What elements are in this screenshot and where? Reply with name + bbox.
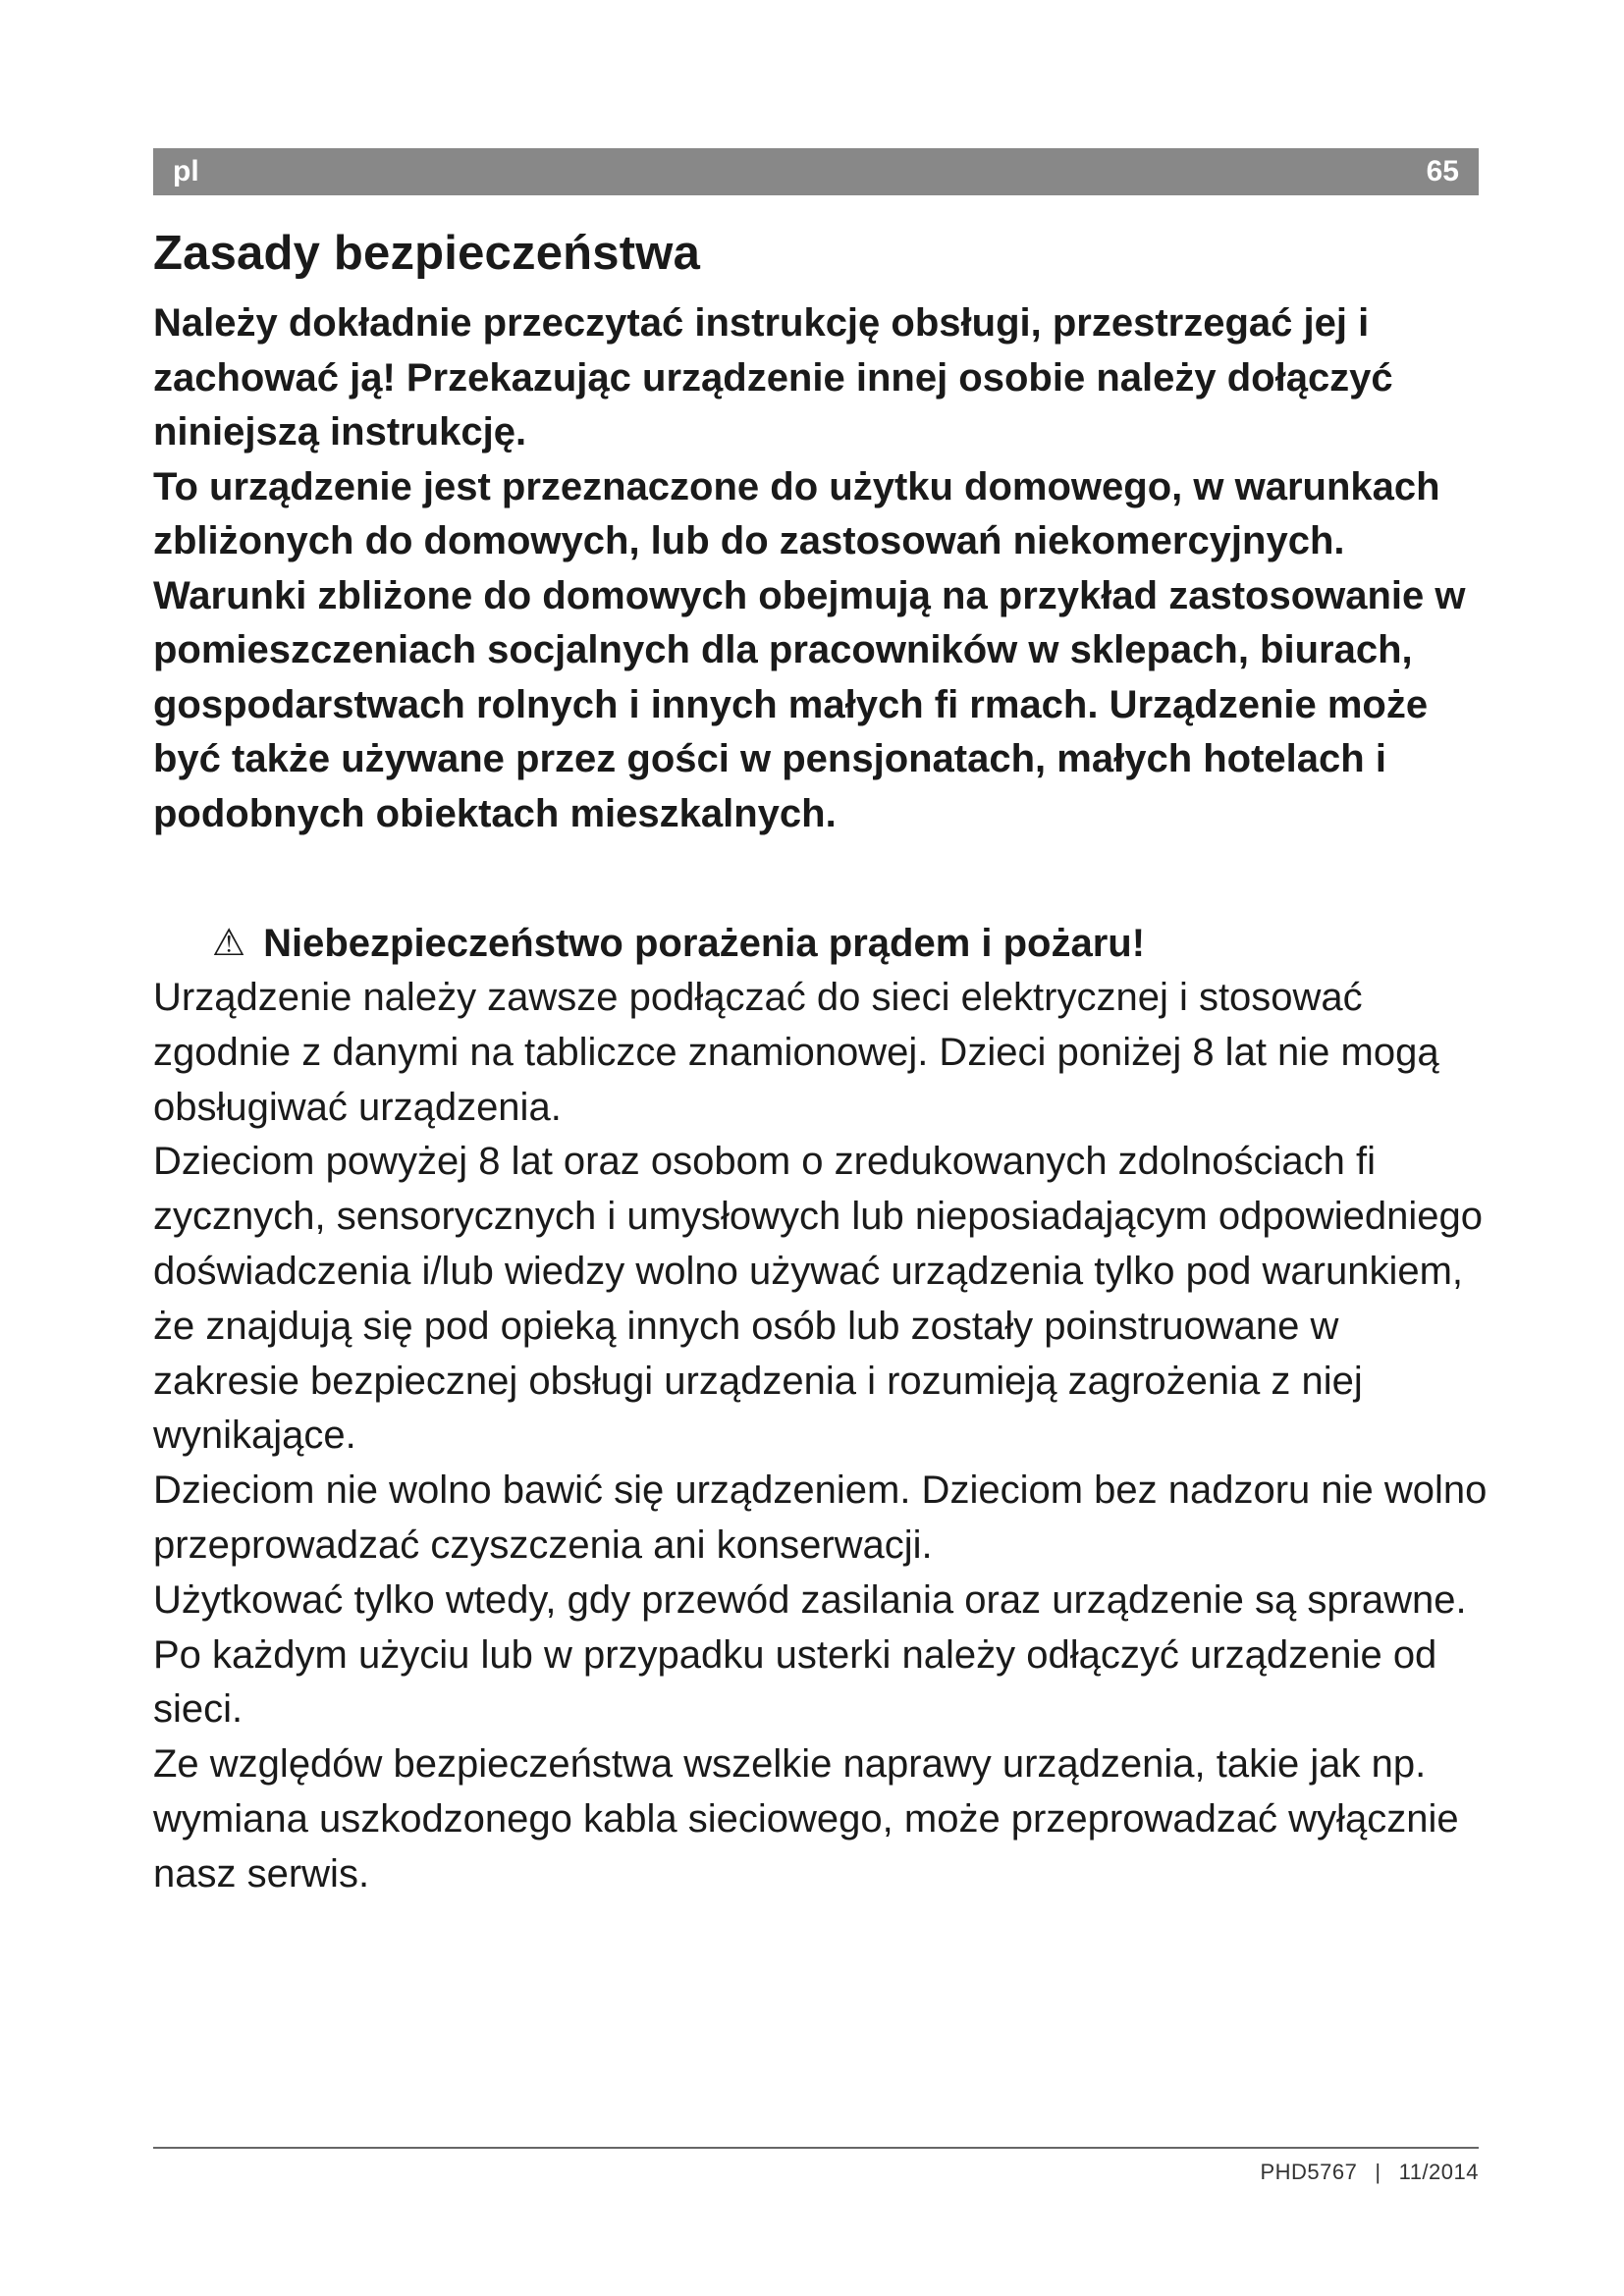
intro-paragraph-2: To urządzenie jest przeznaczone do użytku domowego, w warunkach zbliżonych do domowych, lub do zastosowań niekomercyjnych. Warunki zbliżone do domowych obejmują na przykład zastosowanie w pomieszczeniach socjalnych dla pracowników w sklepach, biurach, gospodarstwach rolnych i innych małych fi rmach. Urządzenie może być także używane przez gości w pensjonatach, małych hotelach i podobnych obiektach mieszkalnych.	[153, 464, 1466, 835]
warning-paragraph-4: Użytkować tylko wtedy, gdy przewód zasilania oraz urządzenie są sprawne.	[153, 1577, 1467, 1622]
intro-paragraph-1: Należy dokładnie przeczytać instrukcję obsługi, przestrzegać jej i zachować ją! Przekazując urządzenie innej osobie należy dołączyć niniejszą instrukcję.	[153, 301, 1393, 454]
page-title: Zasady bezpieczeństwa	[153, 227, 701, 280]
footer	[1260, 2160, 1479, 2185]
footer-model: PHD5767	[1260, 2160, 1358, 2184]
page-number: 65	[1426, 155, 1459, 187]
warning-paragraph-2: Dzieciom powyżej 8 lat oraz osobom o zredukowanych zdolnościach fi zycznych, sensorycznych i umysłowych lub nieposiadającym odpowiedniego doświadczenia i/lub wiedzy wolno używać urządzenia tylko pod warunkiem, że znajdują się pod opieką innych osób lub zostały poinstruowane w zakresie bezpiecznej obsługi urządzenia i rozumieją zagrożenia z niej wynikające.	[153, 1140, 1484, 1458]
page-header-bar	[153, 148, 1479, 195]
warning-heading	[212, 916, 1489, 971]
warning-paragraph-1: Urządzenie należy zawsze podłączać do sieci elektrycznej i stosować zgodnie z danymi na tabliczce znamionowej. Dzieci poniżej 8 lat nie mogą obsługiwać urządzenia.	[153, 976, 1439, 1129]
warning-triangle-icon: ⚠	[212, 923, 246, 964]
warning-paragraph-5: Po każdym użyciu lub w przypadku usterki należy odłączyć urządzenie od sieci.	[153, 1632, 1437, 1732]
page-content	[153, 224, 1489, 1902]
footer-date: 11/2014	[1398, 2160, 1479, 2184]
warning-paragraph-3: Dzieciom nie wolno bawić się urządzeniem. Dzieciom bez nadzoru nie wolno przeprowadzać czyszczenia ani konserwacji.	[153, 1468, 1488, 1567]
language-code: pl	[173, 155, 199, 187]
warning-paragraph-6: Ze względów bezpieczeństwa wszelkie naprawy urządzenia, takie jak np. wymiana uszkodzonego kabla sieciowego, może przeprowadzać wyłącznie nasz serwis.	[153, 1742, 1459, 1896]
warning-heading-text: Niebezpieczeństwo porażenia prądem i pożaru!	[263, 922, 1146, 965]
footer-divider	[153, 2147, 1479, 2149]
footer-separator: |	[1375, 2160, 1381, 2184]
